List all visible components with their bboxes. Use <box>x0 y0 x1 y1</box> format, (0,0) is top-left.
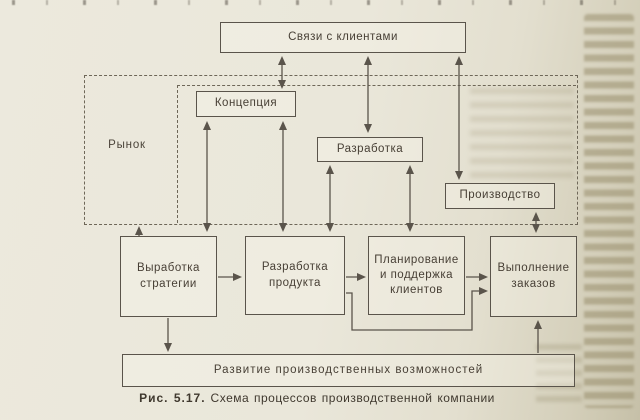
node-order-fulfillment: Выполнение заказов <box>490 236 577 317</box>
node-production: Производство <box>445 183 555 209</box>
figure-caption <box>0 391 634 405</box>
node-planning-customer-support: Планирование и поддержка клиентов <box>368 236 465 315</box>
node-concept: Концепция <box>196 91 296 117</box>
node-production-capabilities-development: Развитие производственных возможностей <box>122 354 575 387</box>
node-strategy-development: Выработка стратегии <box>120 236 217 317</box>
node-development: Разработка <box>317 137 423 162</box>
figure-title: Схема процессов производственной компании <box>210 391 495 405</box>
figure-number: Рис. 5.17. <box>139 391 206 405</box>
node-customer-relations: Связи с клиентами <box>220 22 466 53</box>
node-product-development: Разработка продукта <box>245 236 345 315</box>
market-zone-label: Рынок <box>108 139 146 151</box>
